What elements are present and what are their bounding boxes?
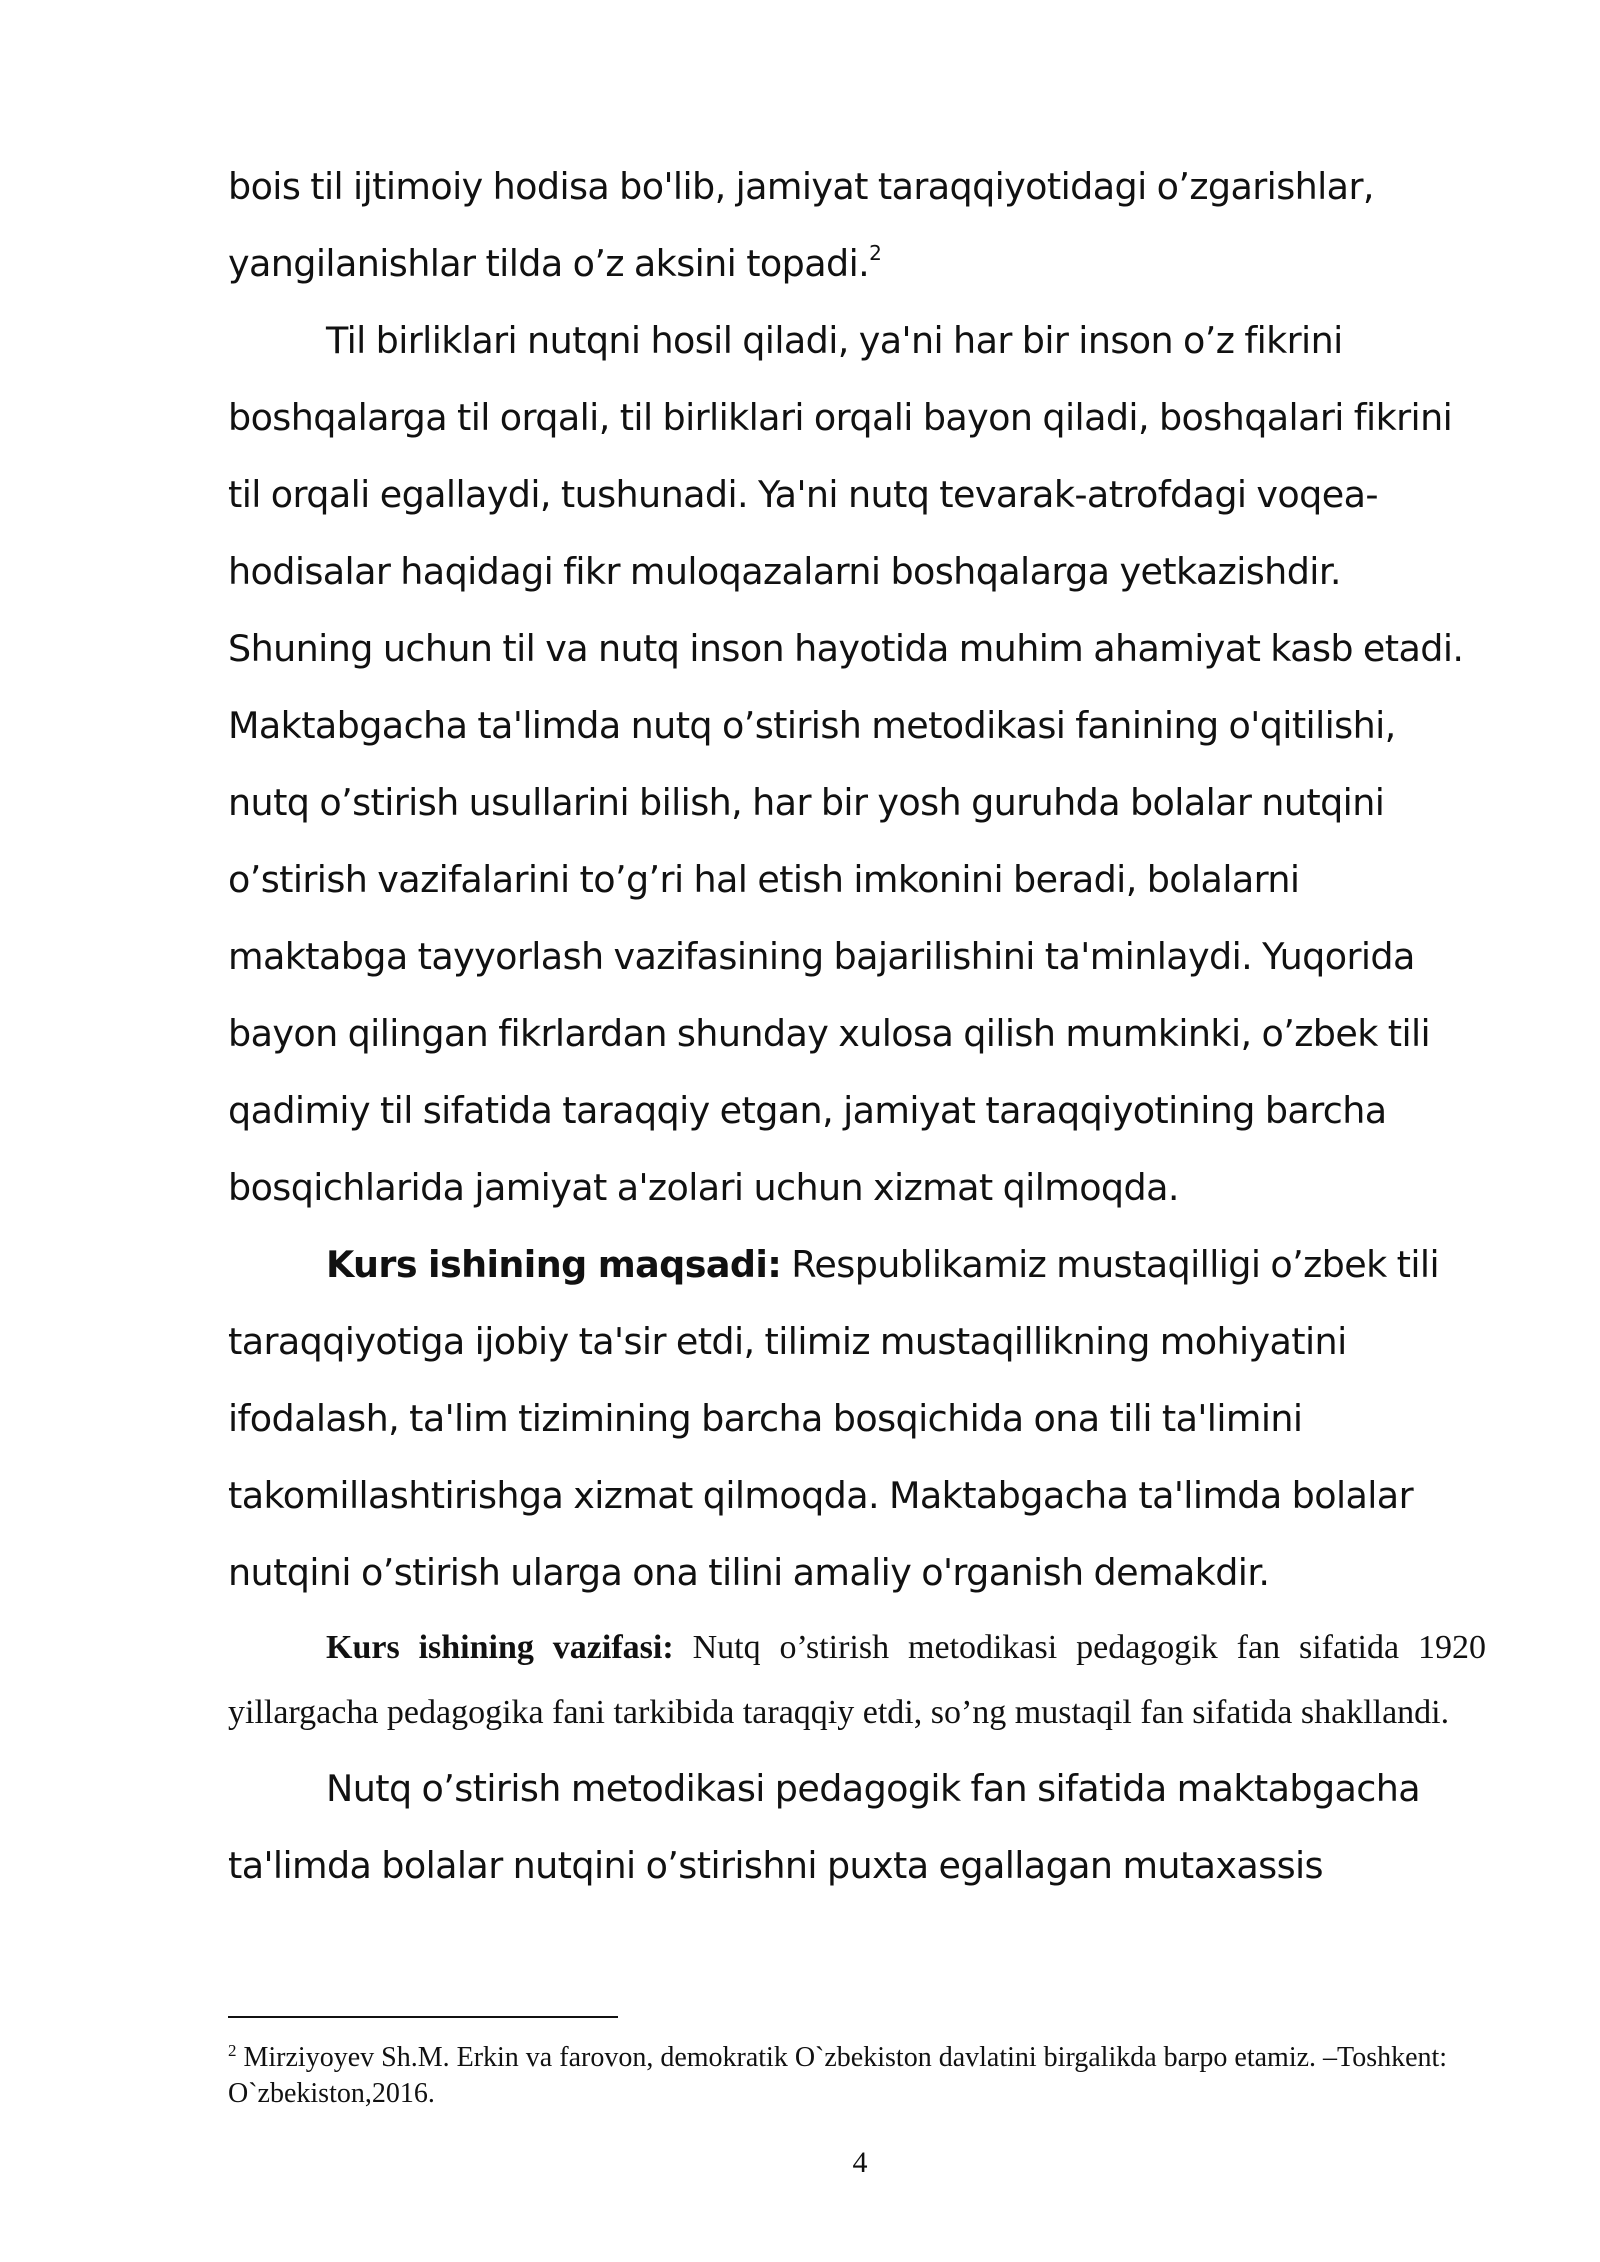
body-text — [228, 148, 1486, 1904]
goal-text: Respublikamiz mustaqilligi o’zbek tili taraqqiyotiga ijobiy ta'sir etdi, tilimiz mustaqillikning mohiyatini ifodalash, ta'lim tizimining barcha bosqichida ona tili ta'limini takomillashtirishga xizmat qilmoqda. Maktabgacha ta'limda bolalar nutqini o’stirish ularga ona tilini amaliy o'rganish demakdir. — [228, 1243, 1439, 1594]
paragraph-1-text: bois til ijtimoiy hodisa bo'lib, jamiyat taraqqiyotidagi o’zgarishlar, yangilanishlar tilda o’z aksini topadi. — [228, 165, 1374, 285]
paragraph-3 — [228, 1226, 1486, 1611]
footnote-number: 2 — [228, 2041, 237, 2060]
page-number: 4 — [852, 2146, 868, 2179]
paragraph-1 — [228, 148, 1418, 302]
footnote-reference: 2 — [869, 241, 882, 265]
paragraph-2: Til birliklari nutqni hosil qiladi, ya'ni har bir inson o’z fikrini boshqalarga til orqali, til birliklari orqali bayon qiladi, boshqalari fikrini til orqali egallaydi, tushunadi. Ya'ni nutq tevarak-atrofdagi voqea-hodisalar haqidagi fikr muloqazalarni boshqalarga yetkazishdir. Shuning uchun til va nutq inson hayotida muhim ahamiyat kasb etadi. Maktabgacha ta'limda nutq o’stirish metodikasi fanining o'qitilishi, nutq o’stirish usullarini bilish, har bir yosh guruhda bolalar nutqini o’stirish vazifalarini to’g’ri hal etish imkonini beradi, bolalarni maktabga tayyorlash vazifasining bajarilishini ta'minlaydi. Yuqorida bayon qilingan fikrlardan shunday xulosa qilish mumkinki, o’zbek tili qadimiy til sifatida taraqqiy etgan, jamiyat taraqqiyotining barcha bosqichlarida jamiyat a'zolari uchun xizmat qilmoqda. — [228, 319, 1464, 1209]
footnote-text: Mirziyoyev Sh.M. Erkin va farovon, demokratik O`zbekiston davlatini birgalikda barpo etamiz. –Toshkent: O`zbekiston,2016. — [228, 2042, 1448, 2109]
task-label: Kurs ishining vazifasi: — [326, 1629, 674, 1666]
paragraph-5: Nutq o’stirish metodikasi pedagogik fan sifatida maktabgacha ta'limda bolalar nutqini o’stirishni puxta egallagan mutaxassis — [228, 1767, 1421, 1887]
task-text: Nutq o’stirish metodikasi pedagogik fan sifatida 1920 yillargacha pedagogika fani tarkibida taraqqiy etdi, so’ng mustaqil fan sifatida shakllandi. — [228, 1629, 1486, 1731]
footnote-separator — [228, 2016, 618, 2018]
paragraph-4 — [228, 1615, 1486, 1745]
footnote — [228, 2040, 1488, 2112]
goal-label: Kurs ishining maqsadi: — [326, 1243, 782, 1286]
